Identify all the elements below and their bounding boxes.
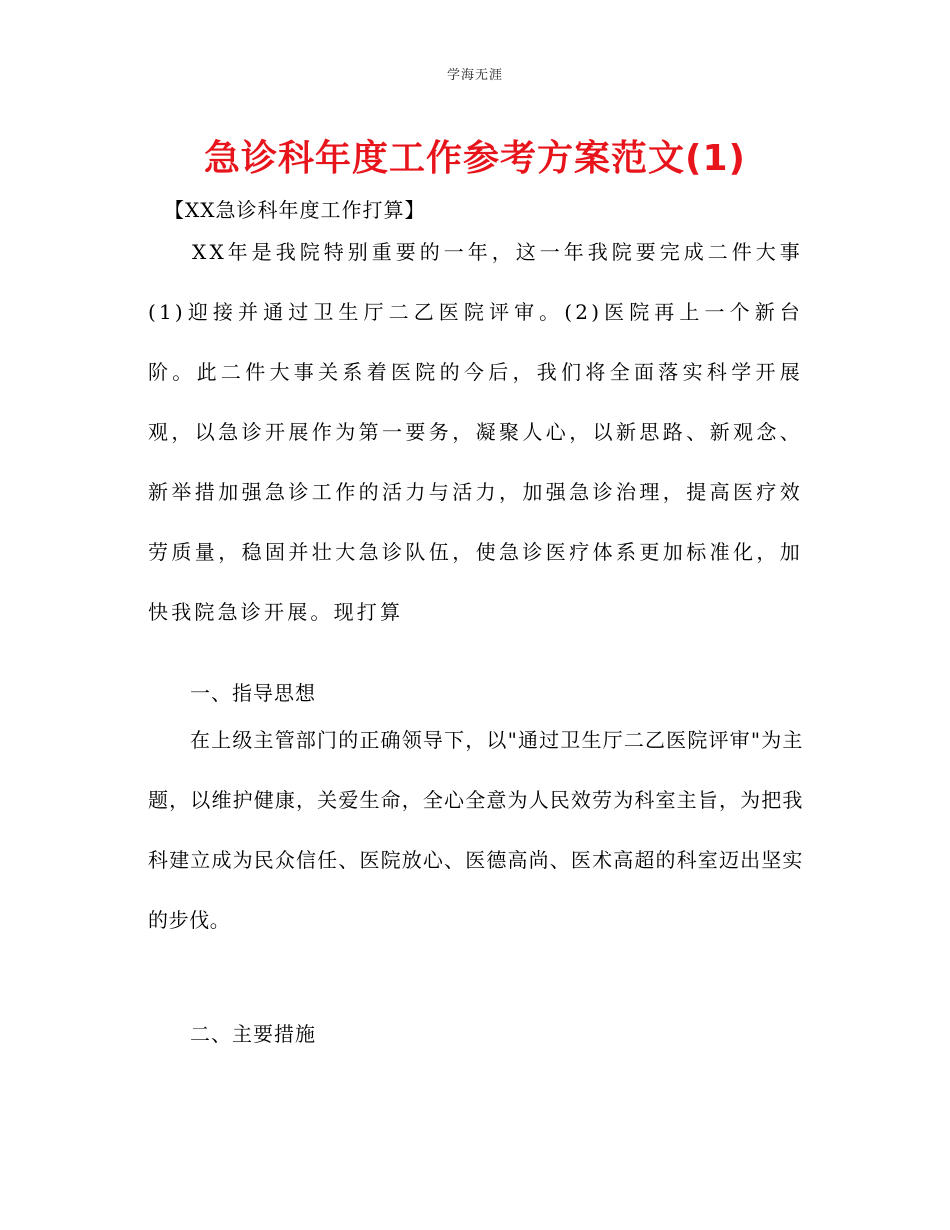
document-subtitle: 【XX急诊科年度工作打算】 [164,198,426,222]
section-heading-guiding-ideology: 一、指导思想 [190,681,316,705]
paragraph-guiding-ideology: 在上级主管部门的正确领导下，以"通过卫生厅二乙医院评审"为主题，以维护健康，关爱生命，全心全意为人民效劳为科室主旨，为把我科建立成为民众信任、医院放心、医德高尚、医术高超的科室迈出坚实的步伐。 [148,728,803,932]
document-title: 急诊科年度工作参考方案范文(1) [204,138,746,179]
section-heading-main-measures: 二、主要措施 [190,1022,316,1046]
page-header: 学海无涯 [446,68,503,83]
paragraph-intro: XX年是我院特别重要的一年，这一年我院要完成二件大事(1)迎接并通过卫生厅二乙医院评审。(2)医院再上一个新台阶。此二件大事关系着医院的今后，我们将全面落实科学开展观，以急诊开展作为第一要务，凝聚人心，以新思路、新观念、新举措加强急诊工作的活力与活力，加强急诊治理，提高医疗效劳质量，稳固并壮大急诊队伍，使急诊医疗体系更加标准化，加快我院急诊开展。现打算 [148,240,803,624]
